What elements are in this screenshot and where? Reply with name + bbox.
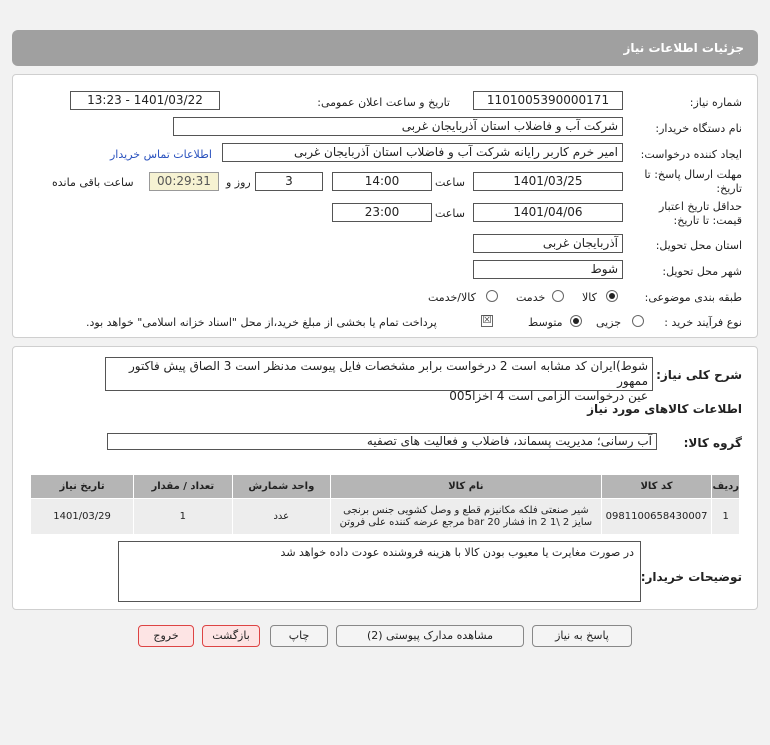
category-goods-radio[interactable] <box>606 290 618 302</box>
col-date: تاریخ نیاز <box>31 475 134 499</box>
deadline-time-field: 14:00 <box>332 172 432 191</box>
page-header <box>12 30 758 66</box>
table-row <box>31 499 740 535</box>
announce-field: 1401/03/22 - 13:23 <box>70 91 220 110</box>
col-code: کد کالا <box>601 475 712 499</box>
remaining-label: ساعت باقی مانده <box>52 176 134 189</box>
need-number-field: 1101005390000171 <box>473 91 623 110</box>
validity-time-label: ساعت <box>435 207 465 220</box>
validity-date-field: 1401/04/06 <box>473 203 623 222</box>
description-line-2: عین درخواست الزامی است 4 اخزا005 <box>449 389 648 403</box>
row-code: 0981100658430007 <box>601 499 712 535</box>
category-goods-label: کالا <box>582 291 597 304</box>
province-field: آذربایجان غربی <box>473 234 623 253</box>
back-button[interactable]: بازگشت <box>202 625 260 647</box>
process-minor-label: جزیی <box>596 316 622 329</box>
col-index: ردیف <box>712 475 740 499</box>
announce-label: تاریخ و ساعت اعلان عمومی: <box>317 96 450 109</box>
remaining-time-field: 00:29:31 <box>149 172 219 191</box>
process-medium-label: متوسط <box>528 316 563 329</box>
buyer-notes-label: توضیحات خریدار: <box>640 570 742 584</box>
creator-label: ایجاد کننده درخواست: <box>640 148 742 161</box>
creator-field: امیر خرم کاربر رایانه شرکت آب و فاضلاب استان آذربایجان غربی <box>222 143 623 162</box>
need-number-label: شماره نیاز: <box>689 96 742 109</box>
goods-group-field: آب رسانی؛ مدیریت پسماند، فاضلاب و فعالیت های تصفیه <box>107 433 657 450</box>
category-service-radio[interactable] <box>552 290 564 302</box>
category-goods-service-label: کالا/خدمت <box>428 291 476 304</box>
days-field: 3 <box>255 172 323 191</box>
goods-group-label: گروه کالا: <box>683 436 742 450</box>
treasury-checkbox[interactable]: ☒ <box>482 315 492 326</box>
row-index: 1 <box>712 499 740 535</box>
description-label: شرح کلی نیاز: <box>656 368 742 382</box>
page-title: جزئیات اطلاعات نیاز <box>623 41 744 55</box>
deadline-label: مهلت ارسال پاسخ: تا تاریخ: <box>644 168 742 195</box>
goods-table-header <box>31 475 740 499</box>
deadline-date-field: 1401/03/25 <box>473 172 623 191</box>
row-unit: عدد <box>232 499 331 535</box>
row-qty: 1 <box>134 499 232 535</box>
buyer-notes-text: در صورت مغایرت یا معیوب بودن کالا با هزینه فروشنده عودت داده خواهد شد <box>280 546 634 559</box>
row-date: 1401/03/29 <box>31 499 134 535</box>
buyer-org-label: نام دستگاه خریدار: <box>655 122 742 135</box>
deadline-time-label: ساعت <box>435 176 465 189</box>
province-label: استان محل تحویل: <box>655 239 742 252</box>
print-button[interactable]: چاپ <box>270 625 328 647</box>
col-unit: واحد شمارش <box>232 475 331 499</box>
payment-note: پرداخت تمام یا بخشی از مبلغ خرید،از محل "اسناد خزانه اسلامی" خواهد بود. <box>86 316 437 329</box>
validity-label: حداقل تاریخ اعتبار قیمت: تا تاریخ: <box>658 200 742 227</box>
goods-section-title: اطلاعات کالاهای مورد نیاز <box>587 402 742 416</box>
process-medium-radio[interactable] <box>570 315 582 327</box>
category-label: طبقه بندی موضوعی: <box>644 291 742 304</box>
category-goods-service-radio[interactable] <box>486 290 498 302</box>
col-name: نام کالا <box>331 475 602 499</box>
description-line-1: شوط)ایران کد مشابه است 2 درخواست برابر مشخصات فایل پیوست مدنظر است 3 الصاق پیش فاکتور ممهور <box>128 359 648 388</box>
contact-buyer-link[interactable]: اطلاعات تماس خریدار <box>110 148 212 161</box>
attachments-button[interactable]: مشاهده مدارک پیوستی (2) <box>336 625 524 647</box>
row-name: شیر صنعتی فلکه مکانیزم قطع و وصل کشویی جنس برنجی سایز 2 \1 in 2 فشار 20 bar مرجع عرضه کننده علی فروتن <box>331 499 602 535</box>
col-qty: تعداد / مقدار <box>134 475 232 499</box>
validity-time-field: 23:00 <box>332 203 432 222</box>
city-field: شوط <box>473 260 623 279</box>
days-label: روز و <box>226 176 251 189</box>
process-label: نوع فرآیند خرید : <box>664 316 742 329</box>
exit-button[interactable]: خروج <box>138 625 194 647</box>
reply-button[interactable]: پاسخ به نیاز <box>532 625 632 647</box>
process-minor-radio[interactable] <box>632 315 644 327</box>
city-label: شهر محل تحویل: <box>662 265 742 278</box>
goods-table <box>30 474 740 535</box>
buyer-notes-box <box>118 541 641 602</box>
category-service-label: خدمت <box>516 291 546 304</box>
buyer-org-field: شرکت آب و فاضلاب استان آذربایجان غربی <box>173 117 623 136</box>
description-box <box>105 357 653 403</box>
